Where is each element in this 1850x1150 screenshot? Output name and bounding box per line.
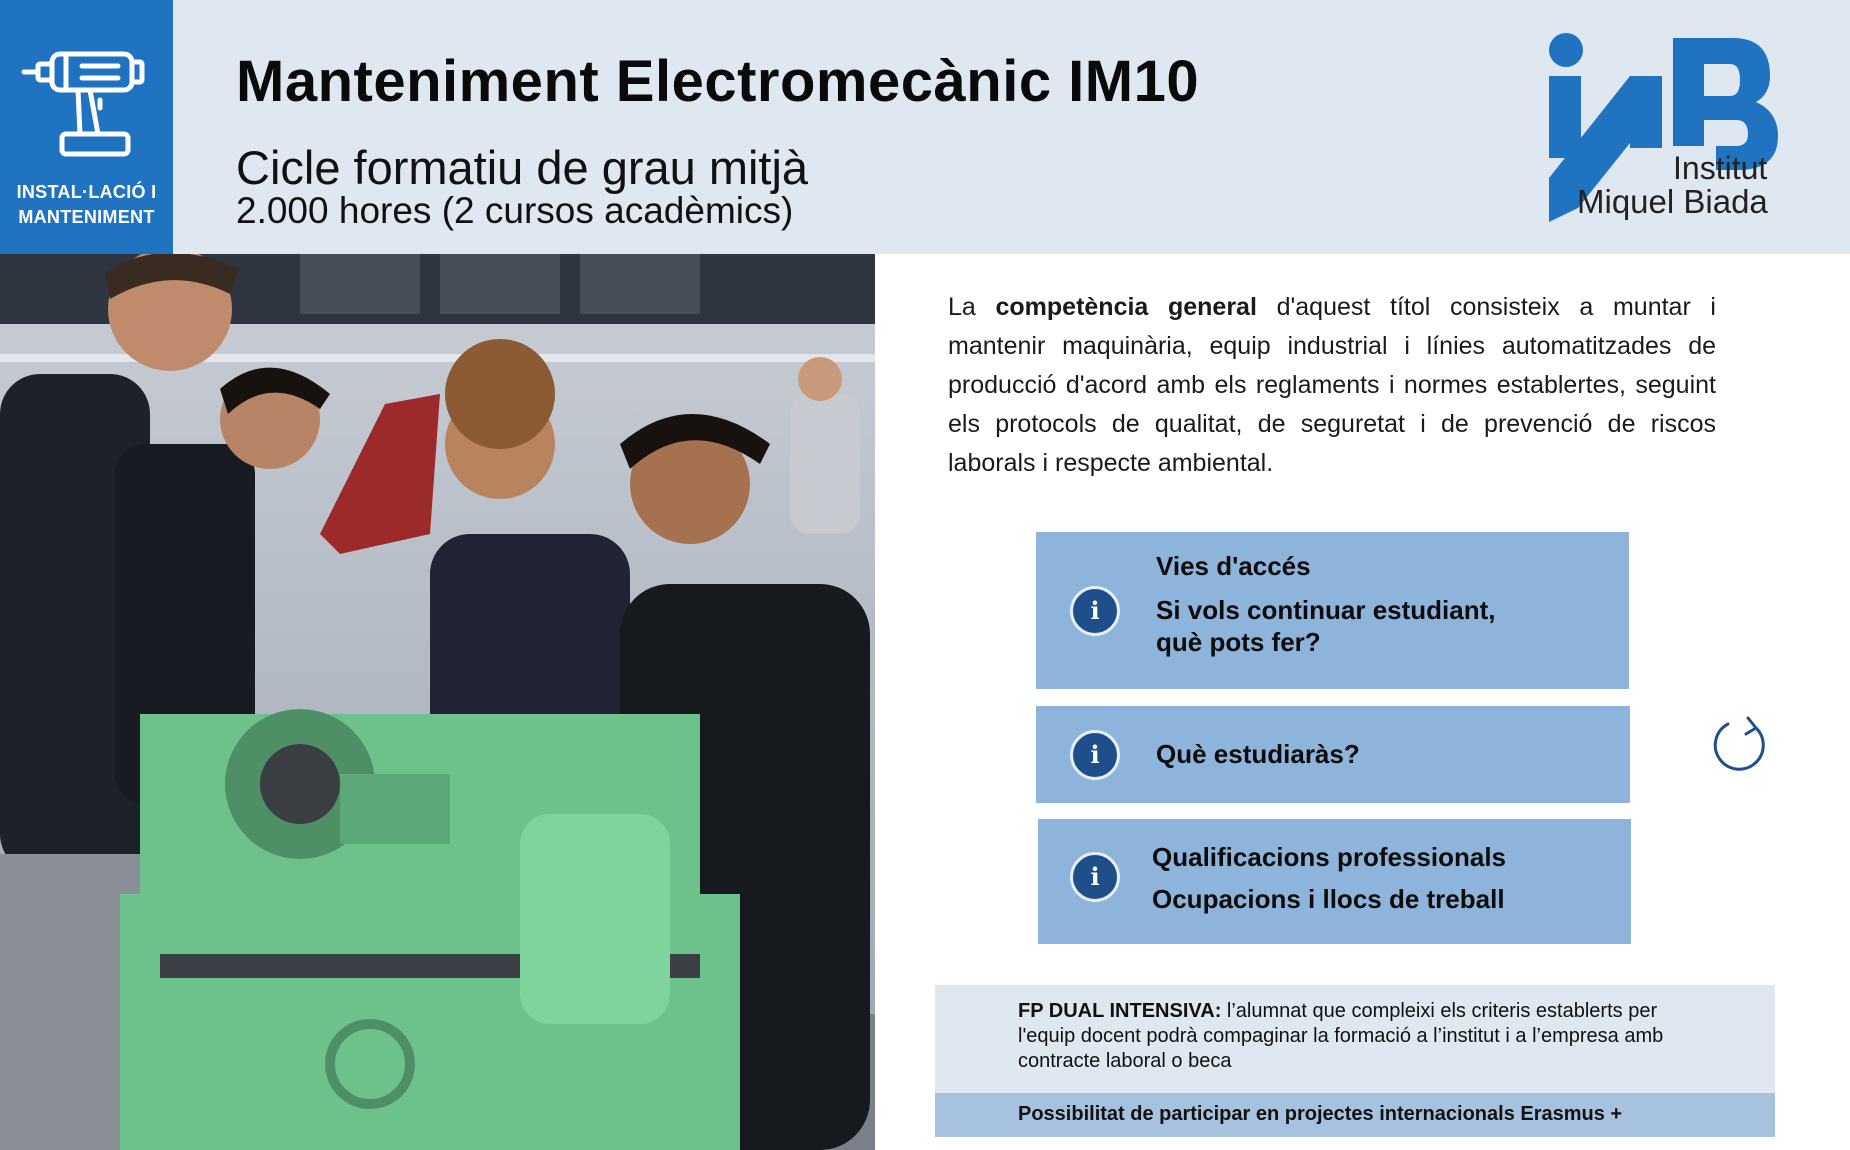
page-subtitle: Cicle formatiu de grau mitjà	[236, 141, 809, 194]
fp-dual-text	[1018, 999, 1718, 1074]
card-qualifications-line1: Qualificacions professionals	[1152, 842, 1506, 872]
fp-dual-description: l’alumnat que compleixi els criteris establerts per l'equip docent podrà compaginar la formació a l’institut i a l’empresa amb contracte laboral o beca	[1018, 1000, 1664, 1072]
refresh-icon[interactable]	[1708, 712, 1772, 776]
logo-text-institut: Institut	[1673, 150, 1768, 186]
logo-text-name: Miquel Biada	[1577, 183, 1768, 220]
description-rest: d'aquest títol consisteix a muntar i mantenir maquinària, equip industrial i línies automatitzades de producció d'acord amb els reglaments i normes establertes, seguint els protocols de qualitat, de seguretat i de prevenció de riscos laborals i respecte ambiental.	[948, 293, 1716, 477]
card-access-line3: què pots fer?	[1156, 627, 1321, 657]
description-bold: competència general	[995, 293, 1257, 321]
family-label-line1: INSTAL·LACIÓ I	[16, 182, 157, 202]
card-access-routes[interactable]	[1036, 532, 1629, 689]
workshop-photo	[0, 254, 875, 1150]
workshop-illustration	[0, 254, 875, 1150]
card-qualifications[interactable]	[1038, 819, 1631, 944]
description-lead: La	[948, 293, 976, 321]
card-access-line2: Si vols continuar estudiant,	[1156, 595, 1496, 625]
header	[0, 0, 1850, 254]
info-icon[interactable]: i	[1070, 730, 1120, 780]
erasmus-text: Possibilitat de participar en projectes internacionals Erasmus +	[1018, 1103, 1623, 1125]
info-icon[interactable]: i	[1070, 852, 1120, 902]
card-study-title: Què estudiaràs?	[1156, 739, 1360, 769]
family-badge	[0, 0, 173, 254]
info-icon[interactable]: i	[1070, 586, 1120, 636]
course-hours: 2.000 hores (2 cursos acadèmics)	[236, 190, 794, 231]
fp-dual-label: FP DUAL INTENSIVA:	[1018, 1000, 1222, 1022]
card-what-you-study[interactable]	[1036, 706, 1630, 803]
fp-dual-box	[935, 985, 1775, 1093]
erasmus-bar	[935, 1093, 1775, 1137]
page-title: Manteniment Electromecànic IM10	[236, 49, 1200, 114]
card-qualifications-line2: Ocupacions i llocs de treball	[1152, 884, 1505, 914]
family-label	[0, 180, 173, 230]
general-competence-text	[948, 288, 1716, 483]
card-access-title: Vies d'accés	[1156, 551, 1311, 581]
family-label-line2: MANTENIMENT	[18, 207, 155, 227]
drill-icon	[18, 36, 154, 172]
